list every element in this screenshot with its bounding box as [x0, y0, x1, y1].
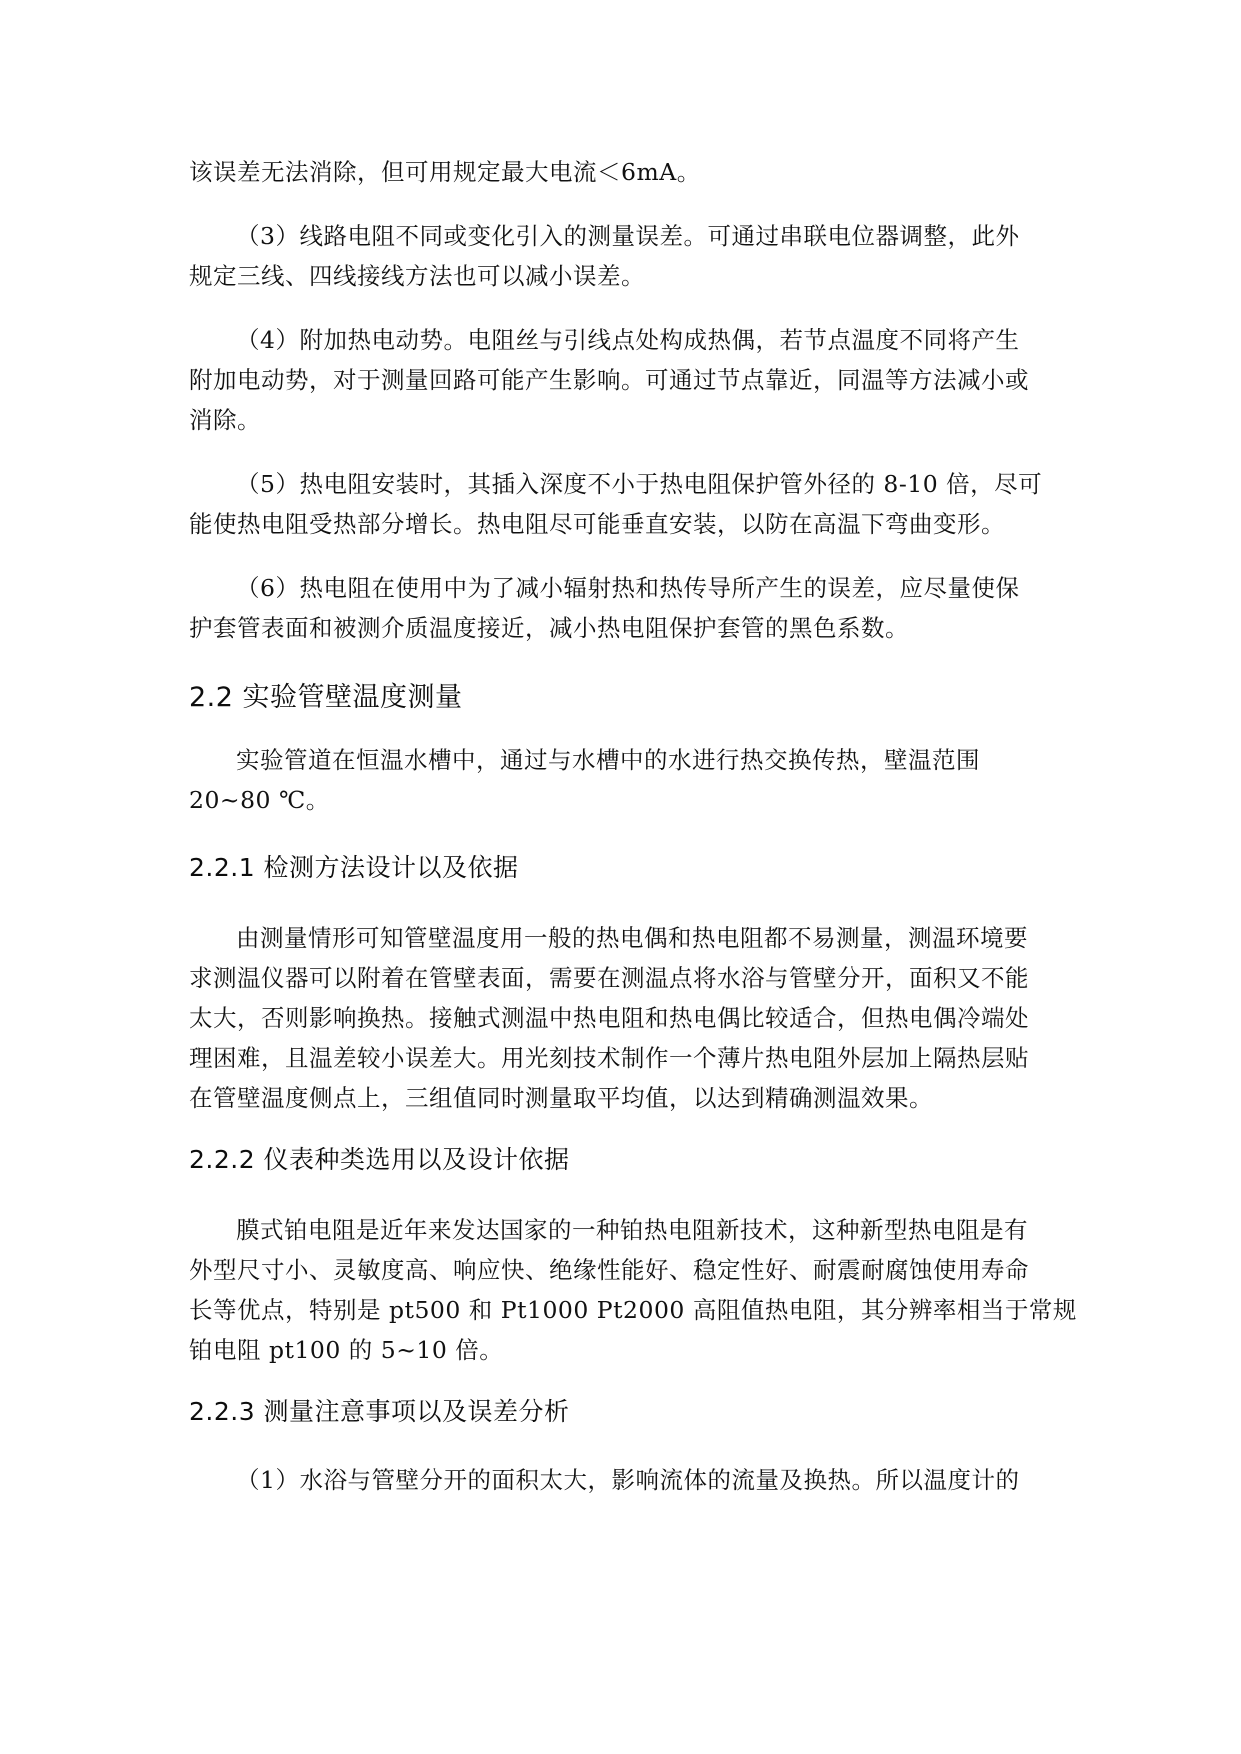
paragraph-measurement-notes [189, 1460, 1059, 1500]
text-line: 膜式铂电阻是近年来发达国家的一种铂热电阻新技术，这种新型热电阻是有 [236, 1216, 1028, 1244]
text-line: 外型尺寸小、灵敏度高、响应快、绝缘性能好、稳定性好、耐震耐腐蚀使用寿命 [189, 1256, 1029, 1284]
paragraph-error-limit [189, 152, 1059, 192]
text-line: 附加电动势，对于测量回路可能产生影响。可通过节点靠近，同温等方法减小或 [189, 366, 1029, 394]
text-line: （1）水浴与管壁分开的面积太大，影响流体的流量及换热。所以温度计的 [236, 1466, 1020, 1494]
text-line: 20~80 ℃。 [189, 786, 330, 814]
text-line: 消除。 [189, 406, 261, 434]
text-line: 求测温仪器可以附着在管壁表面，需要在测温点将水浴与管壁分开，面积又不能 [189, 964, 1029, 992]
paragraph-item-6 [189, 568, 1059, 648]
paragraph-item-4 [189, 320, 1059, 440]
text-line: 能使热电阻受热部分增长。热电阻尽可能垂直安装，以防在高温下弯曲变形。 [189, 510, 1005, 538]
subsection-heading-2-2-2: 2.2.2 仪表种类选用以及设计依据 [189, 1145, 570, 1174]
paragraph-detection-method [189, 918, 1059, 1118]
text-line: 实验管道在恒温水槽中，通过与水槽中的水进行热交换传热，壁温范围 [236, 746, 980, 774]
paragraph-item-5 [189, 464, 1059, 544]
text-line: 护套管表面和被测介质温度接近，减小热电阻保护套管的黑色系数。 [189, 614, 909, 642]
paragraph-pipe-setup [189, 740, 1059, 820]
text-line: 理困难，且温差较小误差大。用光刻技术制作一个薄片热电阻外层加上隔热层贴 [189, 1044, 1029, 1072]
document-body [189, 152, 1077, 1500]
section-heading-2-2: 2.2 实验管壁温度测量 [189, 682, 463, 713]
text-line: 规定三线、四线接线方法也可以减小误差。 [189, 262, 645, 290]
text-line: 在管壁温度侧点上，三组值同时测量取平均值，以达到精确测温效果。 [189, 1084, 933, 1112]
text-line: 该误差无法消除，但可用规定最大电流＜6mA。 [189, 158, 701, 186]
text-line: 铂电阻 pt100 的 5~10 倍。 [189, 1336, 504, 1364]
paragraph-instrument-selection [189, 1210, 1077, 1370]
text-line: 长等优点，特别是 pt500 和 Pt1000 Pt2000 高阻值热电阻，其分辨率相当于常规 [189, 1296, 1077, 1324]
subsection-heading-2-2-3: 2.2.3 测量注意事项以及误差分析 [189, 1397, 570, 1426]
text-line: 由测量情形可知管壁温度用一般的热电偶和热电阻都不易测量，测温环境要 [236, 924, 1028, 952]
text-line: （5）热电阻安装时，其插入深度不小于热电阻保护管外径的 8-10 倍，尽可 [236, 470, 1043, 498]
text-line: （6）热电阻在使用中为了减小辐射热和热传导所产生的误差，应尽量使保 [236, 574, 1020, 602]
text-line: 太大，否则影响换热。接触式测温中热电阻和热电偶比较适合，但热电偶冷端处 [189, 1004, 1029, 1032]
text-line: （3）线路电阻不同或变化引入的测量误差。可通过串联电位器调整，此外 [236, 222, 1020, 250]
subsection-heading-2-2-1: 2.2.1 检测方法设计以及依据 [189, 853, 519, 882]
text-line: （4）附加热电动势。电阻丝与引线点处构成热偶，若节点温度不同将产生 [236, 326, 1020, 354]
paragraph-item-3 [189, 216, 1059, 296]
